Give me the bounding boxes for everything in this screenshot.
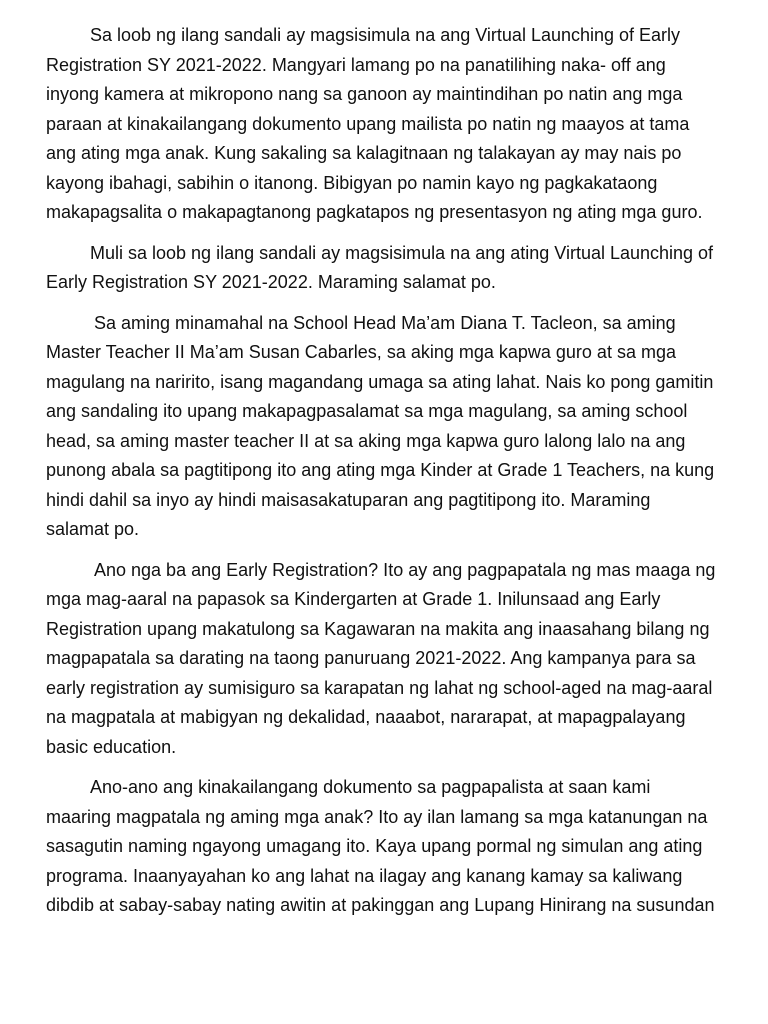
paragraph-line: salamat po.: [46, 519, 140, 539]
paragraph-line: Registration upang makatulong sa Kagawaran na makita ang inaasahang bilang ng: [46, 618, 710, 639]
paragraph-line: ang sandaling ito upang makapagpasalamat sa mga magulang, sa aming school: [46, 401, 688, 421]
paragraph-line: magulang na naririto, isang magandang umaga sa ating lahat. Nais ko pong gamitin: [46, 371, 714, 392]
paragraph-line: early registration ay sumisiguro sa karapatan ng lahat ng school-aged na mag-aaral: [46, 677, 713, 698]
paragraph-line: Ano nga ba ang Early Registration? Ito ay ang pagpapatala ng mas maaga ng: [94, 559, 716, 580]
paragraph-line: makapagsalita o makapagtanong pagkatapos ng presentasyon ng ating mga guro.: [46, 202, 703, 222]
paragraph-line: Sa loob ng ilang sandali ay magsisimula na ang Virtual Launching of Early: [90, 25, 681, 45]
paragraph: [46, 309, 722, 545]
paragraph-line: mga mag-aaral na papasok sa Kindergarten at Grade 1. Inilunsaad ang Early: [46, 589, 661, 609]
paragraph-line: ang ating mga anak. Kung sakaling sa kalagitnaan ng talakayan ay may nais po: [46, 143, 682, 163]
paragraph: [46, 773, 722, 921]
paragraph-line: Early Registration SY 2021-2022. Maraming salamat po.: [46, 272, 496, 292]
paragraph-line: dibdib at sabay-sabay nating awitin at pakinggan ang Lupang Hinirang na susundan: [46, 895, 715, 915]
paragraph-line: maaring magpatala ng aming mga anak? Ito ay ilan lamang sa mga katanungan na: [46, 806, 708, 827]
paragraph-line: magpapatala sa darating na taong panuruang 2021-2022. Ang kampanya para sa: [46, 648, 696, 668]
paragraph-line: na magpatala at mabigyan ng dekalidad, naaabot, nararapat, at mapagpalayang: [46, 707, 686, 727]
paragraph: [46, 556, 722, 763]
paragraph-line: head, sa aming master teacher II at sa aking mga kapwa guro lalong lalo na ang: [46, 430, 686, 451]
paragraph-line: Muli sa loob ng ilang sandali ay magsisimula na ang ating Virtual Launching of: [90, 242, 714, 263]
paragraph-line: Registration SY 2021-2022. Mangyari lamang po na panatilihing naka- off ang: [46, 54, 666, 75]
paragraph-line: basic education.: [46, 736, 177, 757]
paragraph-line: Ano-ano ang kinakailangang dokumento sa pagpapalista at saan kami: [90, 777, 651, 797]
paragraph-line: kayong ibahagi, sabihin o itanong. Bibigyan po namin kayo ng pagkakataong: [46, 172, 658, 193]
paragraph-line: sasagutin naming ngayong umagang ito. Kaya upang pormal ng simulan ang ating: [46, 836, 703, 856]
paragraph-line: punong abala sa pagtitipong ito ang ating mga Kinder at Grade 1 Teachers, na kung: [46, 460, 715, 480]
paragraph-line: programa. Inaanyayahan ko ang lahat na ilagay ang kanang kamay sa kaliwang: [46, 865, 683, 886]
paragraph: [46, 21, 722, 228]
paragraph: [46, 239, 722, 298]
paragraph-line: Sa aming minamahal na School Head Ma’am Diana T. Tacleon, sa aming: [94, 312, 676, 333]
paragraph-line: Master Teacher II Ma’am Susan Cabarles, sa aking mga kapwa guro at sa mga: [46, 342, 676, 362]
paragraph-line: paraan at kinakailangang dokumento upang mailista po natin ng maayos at tama: [46, 113, 690, 134]
paragraph-line: hindi dahil sa inyo ay hindi maisasakatuparan ang pagtitipong ito. Maraming: [46, 489, 651, 510]
paragraph-line: inyong kamera at mikropono nang sa ganoon ay maintindihan po natin ang mga: [46, 84, 683, 104]
